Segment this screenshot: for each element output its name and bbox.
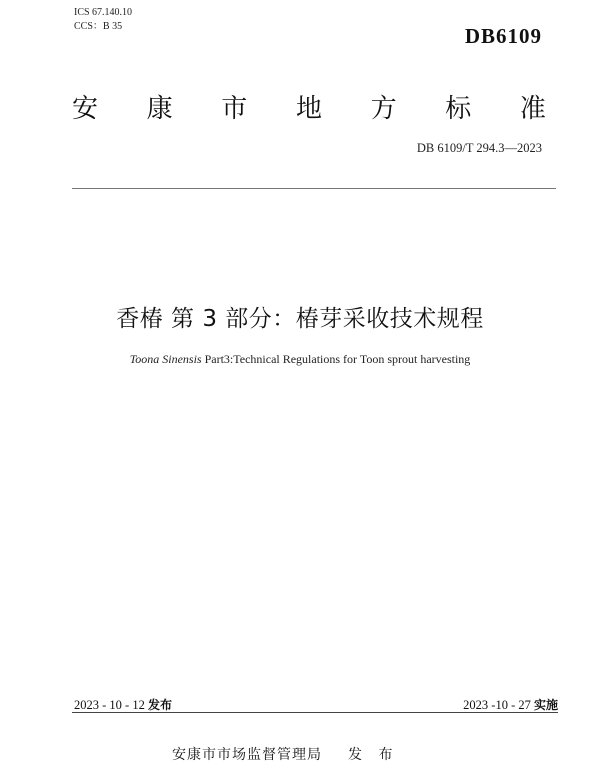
standard-type-title [70, 88, 548, 125]
implement-date: 2023 -10 - 27 [463, 698, 531, 712]
issuer-line [172, 744, 398, 764]
release-label: 发布 [147, 698, 172, 712]
ics-code: ICS 67.140.10 [74, 7, 133, 18]
classification-codes [74, 6, 132, 34]
title-char: 安 [71, 94, 98, 124]
main-title: 香椿 第 3 部分：椿芽采收技术规程 [116, 306, 484, 332]
title-char: 标 [445, 94, 472, 124]
release-date: 2023 - 10 - 12 [74, 698, 145, 712]
footer-divider [72, 712, 558, 713]
implement-date-block [463, 696, 558, 713]
english-title-rest: Part3:Technical Regulations for Toon sprout harvesting [201, 352, 471, 366]
release-date-block [74, 696, 172, 713]
english-title-species: Toona Sinensis [129, 352, 202, 366]
implement-label: 实施 [533, 698, 558, 712]
title-char: 准 [519, 94, 546, 124]
title-char: 市 [221, 94, 248, 124]
ccs-code: CCS：B 35 [74, 21, 123, 32]
title-char: 康 [146, 94, 173, 124]
issuer-action: 发 布 [348, 747, 399, 763]
title-char: 方 [370, 94, 397, 124]
standard-number: DB 6109/T 294.3—2023 [416, 141, 542, 155]
issuer-name: 安康市市场监督管理局 [172, 747, 322, 763]
title-char: 地 [295, 94, 322, 124]
header-divider [72, 188, 556, 189]
english-title [0, 352, 600, 367]
document-code: DB6109 [464, 24, 542, 48]
